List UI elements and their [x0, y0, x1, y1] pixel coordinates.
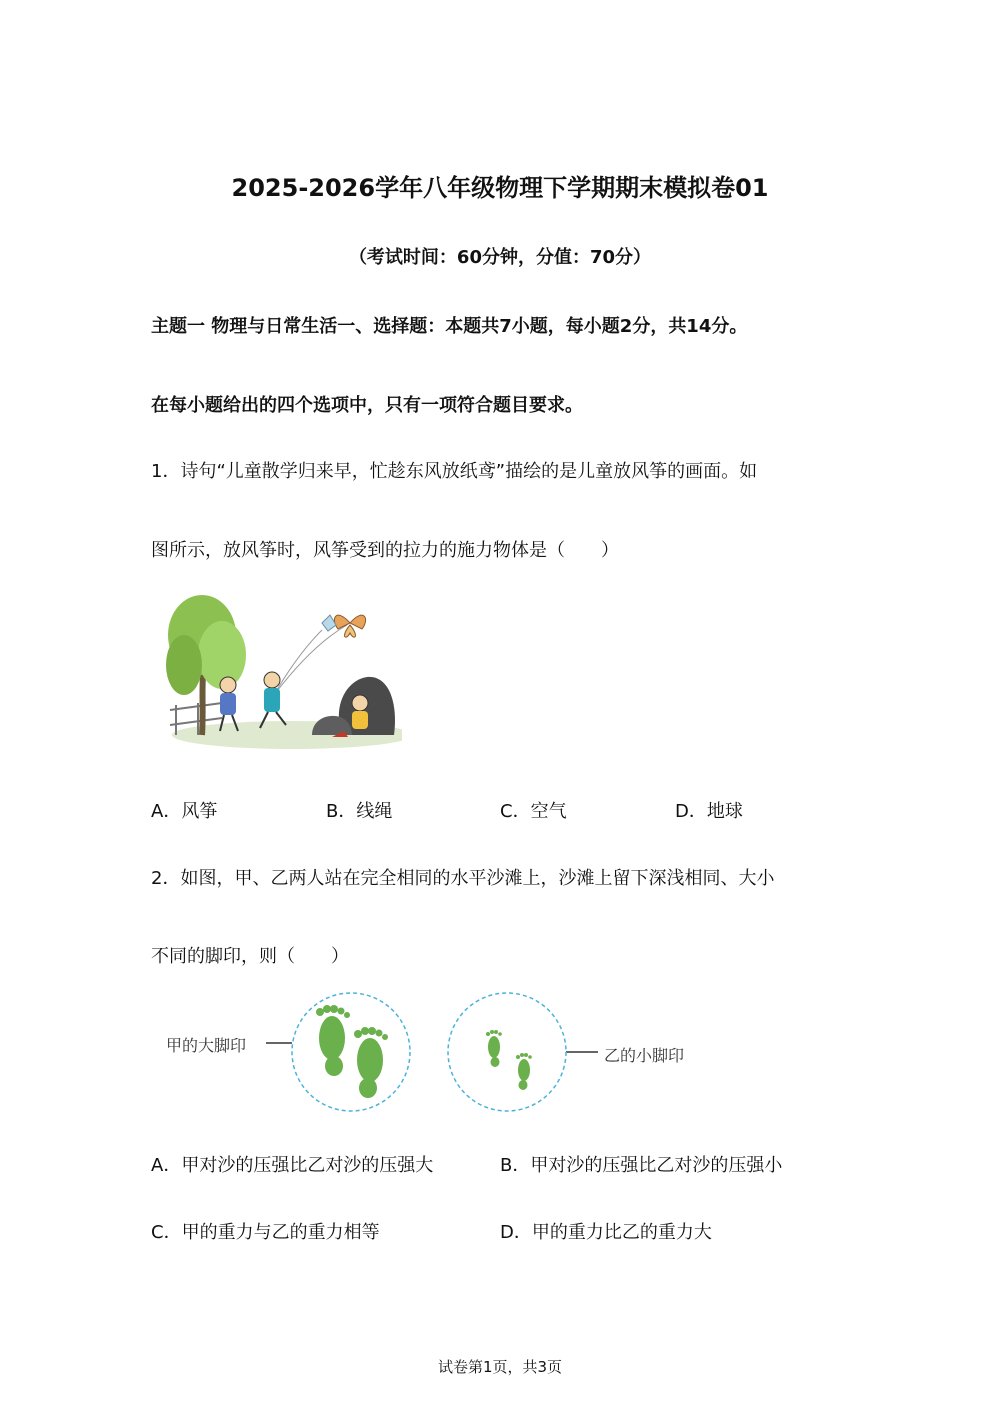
big-footprint-circle [292, 993, 410, 1111]
question-1-option-b[interactable]: B．线绳 [326, 801, 393, 822]
big-footprint-label: 甲的大脚印 [166, 1036, 247, 1055]
question-1-line-1: 1．诗句“儿童散学归来早，忙趁东风放纸鸢”描绘的是儿童放风筝的画面。如 [151, 461, 758, 482]
question-2-line-1: 2．如图，甲、乙两人站在完全相同的水平沙滩上，沙滩上留下深浅相同、大小 [151, 868, 775, 889]
question-2-option-c[interactable]: C．甲的重力与乙的重力相等 [151, 1222, 380, 1243]
small-footprint-circle [448, 993, 566, 1111]
question-2-option-a[interactable]: A．甲对沙的压强比乙对沙的压强大 [151, 1155, 434, 1176]
small-footprint-label: 乙的小脚印 [604, 1046, 685, 1065]
page-footer: 试卷第1页，共3页 [437, 1358, 563, 1376]
question-2-line-2: 不同的脚印，则（ ） [151, 946, 349, 967]
kite-flying-illustration [162, 585, 402, 750]
small-footprint-icon [486, 1030, 532, 1090]
big-footprint-icon [316, 1005, 388, 1098]
exam-title: 2025-2026学年八年级物理下学期期末模拟卷01 [231, 174, 769, 202]
question-2-option-d[interactable]: D．甲的重力比乙的重力大 [500, 1222, 712, 1243]
question-2-option-b[interactable]: B．甲对沙的压强比乙对沙的压强小 [500, 1155, 783, 1176]
section-heading: 主题一 物理与日常生活一、选择题：本题共7小题，每小题2分，共14分。 [151, 316, 748, 337]
question-1-line-2: 图所示，放风筝时，风筝受到的拉力的施力物体是（ ） [151, 540, 619, 561]
question-1-option-d[interactable]: D．地球 [675, 801, 743, 822]
question-1-option-c[interactable]: C．空气 [500, 801, 567, 822]
footprints-figure [260, 990, 620, 1120]
question-1-option-a[interactable]: A．风筝 [151, 801, 218, 822]
exam-subtitle: （考试时间：60分钟，分值：70分） [348, 247, 652, 268]
section-instruction: 在每小题给出的四个选项中，只有一项符合题目要求。 [151, 395, 583, 416]
